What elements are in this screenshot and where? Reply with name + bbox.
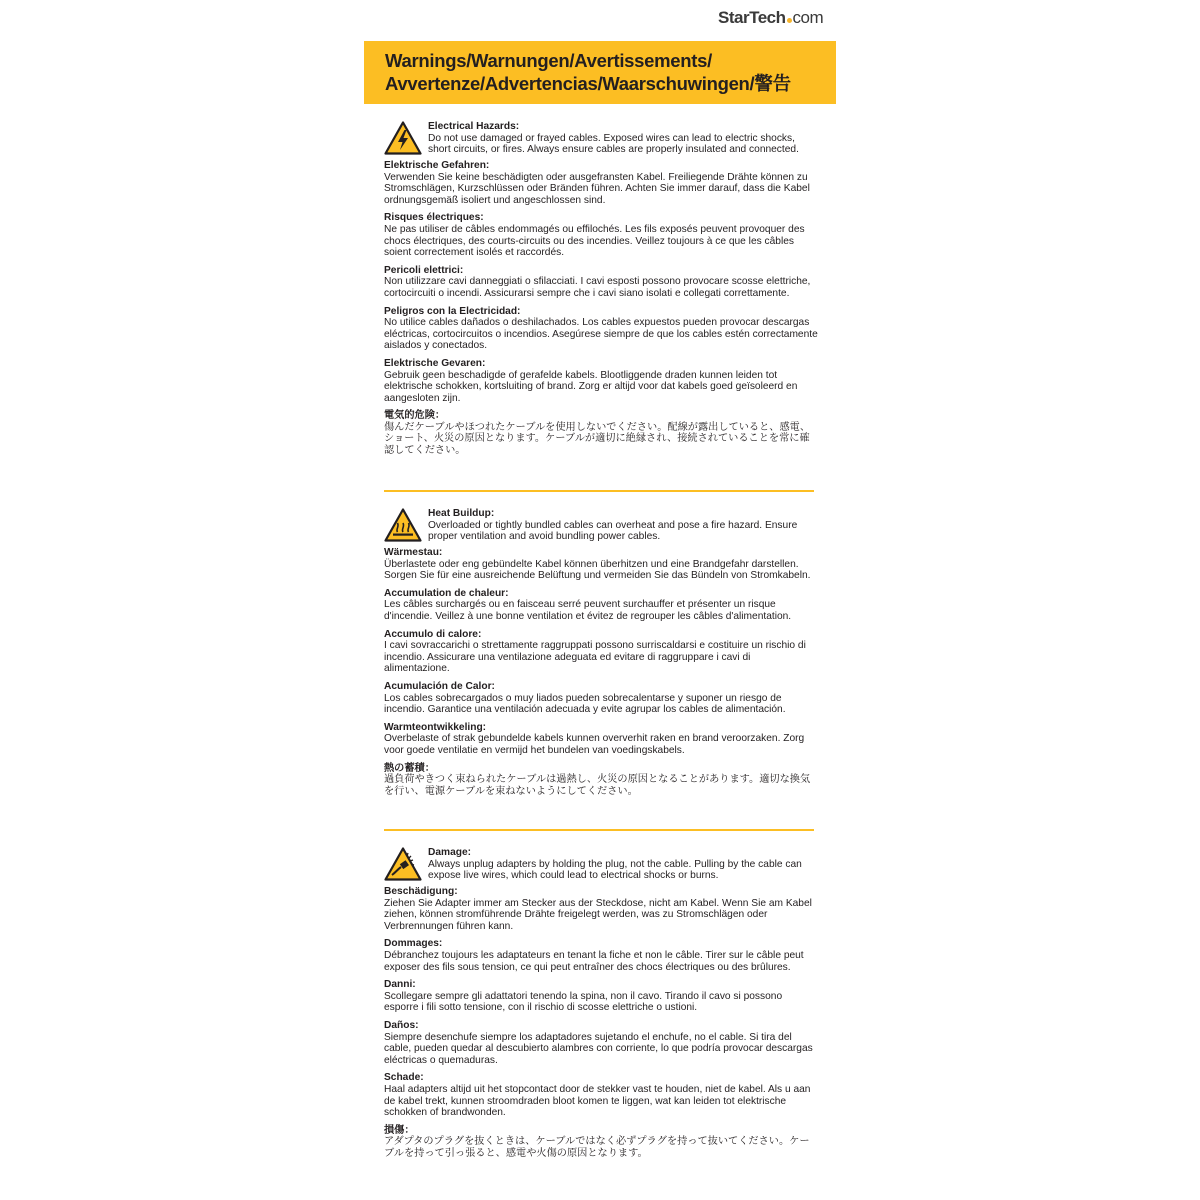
warning-title: Pericoli elettrici: xyxy=(384,264,464,276)
warning-body: Überlastete oder eng gebündelte Kabel können überhitzen und eine Brandgefahr darstellen. Sorgen Sie für eine ausreichende Belüftung und vermeiden Sie das Bündeln von Stromkabeln. xyxy=(384,558,811,582)
warning-title: Damage: xyxy=(428,847,472,858)
warning-body: Siempre desenchufe siempre los adaptadores sujetando el enchufe, no el cable. Si tira del cable, pueden quedar al descubierto alambres con corriente, lo que podría provocar descargas eléctricas o quemaduras. xyxy=(384,1031,813,1066)
warning-item xyxy=(384,358,818,404)
warning-body: Always unplug adapters by holding the plug, not the cable. Pulling by the cable can expose live wires, which could lead to electrical shocks or burns. xyxy=(428,858,802,882)
warning-item xyxy=(384,588,818,623)
electrical-hazard-icon xyxy=(384,121,422,155)
logo-name-b: com xyxy=(792,8,824,27)
warning-item xyxy=(384,508,818,545)
warning-body: Scollegare sempre gli adattatori tenendo la spina, non il cavo. Tirando il cavo si possono esporre i fili sotto tensione, con il rischio di scosse elettriche o ustioni. xyxy=(384,990,783,1014)
warning-item xyxy=(384,629,818,675)
warning-title: Electrical Hazards: xyxy=(428,121,520,132)
warning-title: Accumulation de chaleur: xyxy=(384,587,509,599)
cable-damage-icon xyxy=(384,847,422,881)
warning-title: 熱の蓄積： xyxy=(384,762,435,774)
warning-item xyxy=(384,938,818,973)
warning-body: Verwenden Sie keine beschädigten oder ausgefransten Kabel. Freiliegende Drähte können zu Stromschlägen, Kurzschlüssen oder Bränden führen. Achten Sie immer darauf, dass die Kabel ordnungsgemäß isoliert und angeschlossen sind. xyxy=(384,171,810,206)
warning-item xyxy=(384,1020,818,1066)
warning-title: Accumulo di calore: xyxy=(384,628,482,640)
logo-name-a: StarTech xyxy=(718,8,786,27)
warning-body: Les câbles surchargés ou en faisceau serré peuvent surchauffer et présenter un risque d'incendie. Veillez à une bonne ventilation et évitez de regrouper les câbles d'alimentation. xyxy=(384,599,792,622)
warning-item xyxy=(384,1125,818,1160)
warning-item xyxy=(384,979,818,1014)
warning-item xyxy=(384,847,818,884)
warnings-banner xyxy=(364,41,836,104)
startech-logo xyxy=(718,8,828,30)
warning-item xyxy=(384,1072,818,1118)
warning-item xyxy=(384,265,818,300)
warning-item xyxy=(384,722,818,757)
warning-title: Heat Buildup: xyxy=(428,508,495,519)
warning-body: Ne pas utiliser de câbles endommagés ou effilochés. Les fils exposés peuvent provoquer des chocs électriques, des courts-circuits ou des incendies. Veillez toujours à ce que les câbles soient correctement isolés et raccordés. xyxy=(384,223,805,259)
warning-body: No utilice cables dañados o deshilachados. Los cables expuestos pueden provocar descargas eléctricas, cortocircuitos o incendios. Asegúrese siempre de que los cables estén correctamente aislados y conectados. xyxy=(384,317,818,352)
warning-title: Risques électriques: xyxy=(384,212,484,224)
warning-body: Haal adapters altijd uit het stopcontact door de stekker vast te houden, niet de kabel. Als u aan de kabel trekt, kunnen stroomdraden bloot komen te liggen, wat kan leiden tot elektrische schokken of brandwonden. xyxy=(384,1083,811,1119)
warning-item xyxy=(384,547,818,582)
warning-item xyxy=(384,886,818,932)
warning-body: Los cables sobrecargados o muy liados pueden sobrecalentarse y suponer un riesgo de incendio. Garantice una ventilación adecuada y evite agrupar los cables de alimentación. xyxy=(384,692,786,716)
logo-dot xyxy=(787,18,792,23)
hot-surface-icon xyxy=(384,508,422,542)
warning-body: Non utilizzare cavi danneggiati o sfilacciati. I cavi esposti possono provocare scosse elettriche, cortocircuiti o incendi. Assicurarsi sempre che i cavi siano isolati e collegati correttamente. xyxy=(384,276,811,299)
warning-body: Ziehen Sie Adapter immer am Stecker aus der Steckdose, nicht am Kabel. Wenn Sie am Kabel ziehen, können stromführende Drähte freigelegt werden, was zu Stromschlägen oder Verbrennungen führen kann. xyxy=(384,897,812,932)
section-damage xyxy=(384,847,818,1165)
warning-title: Elektrische Gefahren: xyxy=(384,160,490,171)
warning-body: Overloaded or tightly bundled cables can overheat and pose a fire hazard. Ensure proper ventilation and avoid bundling power cables. xyxy=(428,519,798,543)
section-divider xyxy=(384,829,814,831)
section-electrical-hazards xyxy=(384,121,818,463)
section-divider xyxy=(384,490,814,492)
banner-title-line-1: Warnings/Warnungen/Avertissements/ xyxy=(385,50,712,71)
warning-title: 損傷： xyxy=(384,1124,415,1136)
warning-title: Daños: xyxy=(384,1019,419,1031)
warning-body: I cavi sovraccarichi o strettamente raggruppati possono surriscaldarsi e costituire un rischio di incendio. Assicurare una ventilazione adeguata ed evitare di raggruppare i cavi di alimentazione. xyxy=(384,640,806,675)
warning-item xyxy=(384,306,818,352)
warning-title: Acumulación de Calor: xyxy=(384,680,495,692)
warning-title: 電気的危険： xyxy=(384,410,446,422)
section-heat-buildup xyxy=(384,508,818,803)
banner-title-line-2: Avvertenze/Advertencias/Waarschuwingen/警告 xyxy=(385,73,791,94)
warning-body: 傷んだケーブルやほつれたケーブルを使用しないでください。配線が露出していると、感電、ショート、火災の原因となります。ケーブルが適切に絶縁され、接続されていることを常に確認してください。 xyxy=(384,421,811,457)
warning-title: Schade: xyxy=(384,1072,424,1084)
warning-body: Débranchez toujours les adaptateurs en tenant la fiche et non le câble. Tirer sur le câble peut exposer des fils sous tension, ce qui peut entraîner des chocs électriques ou des brûlures. xyxy=(384,949,804,973)
warning-title: Beschädigung: xyxy=(384,886,458,897)
warning-item xyxy=(384,410,818,456)
warning-item xyxy=(384,763,818,798)
warning-title: Danni: xyxy=(384,979,416,991)
warning-item xyxy=(384,121,818,158)
warning-title: Wärmestau: xyxy=(384,547,443,558)
warning-body: アダプタのプラグを抜くときは、ケーブルではなく必ずプラグを持って抜いてください。ケーブルを持って引っ張ると、感電や火傷の原因となります。 xyxy=(384,1136,810,1159)
warning-title: Warmteontwikkeling: xyxy=(384,721,487,733)
warning-item xyxy=(384,160,818,206)
warning-title: Elektrische Gevaren: xyxy=(384,357,486,369)
warning-body: Gebruik geen beschadigde of gerafelde kabels. Blootliggende draden kunnen leiden tot elektrische schokken, kortsluiting of brand. Zorg er altijd voor dat kabels goed geïsoleerd en aangesloten zijn. xyxy=(384,369,798,404)
warning-title: Peligros con la Electricidad: xyxy=(384,305,521,317)
warning-body: Overbelaste of strak gebundelde kabels kunnen oververhit raken en brand veroorzaken. Zorg voor goede ventilatie en vermijd het bundelen van voedingskabels. xyxy=(384,733,805,756)
warning-item xyxy=(384,212,818,258)
warning-title: Dommages: xyxy=(384,938,443,950)
warning-body: Do not use damaged or frayed cables. Exposed wires can lead to electric shocks, short circuits, or fires. Always ensure cables are properly insulated and connected. xyxy=(428,132,799,156)
warning-body: 過負荷やきつく束ねられたケーブルは過熱し、火災の原因となることがあります。適切な換気を行い、電源ケーブルを束ねないようにしてください。 xyxy=(384,774,811,797)
warning-item xyxy=(384,681,818,716)
